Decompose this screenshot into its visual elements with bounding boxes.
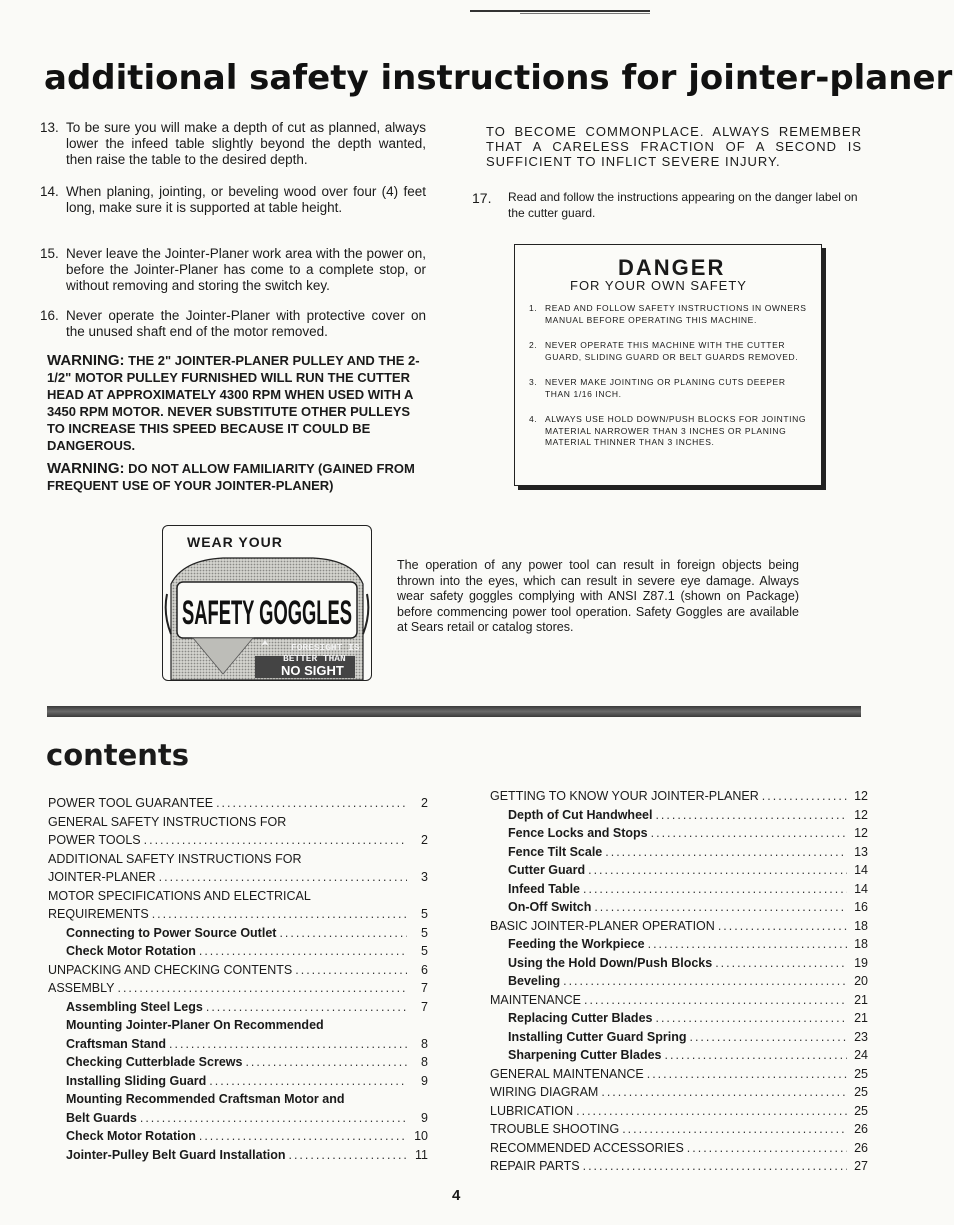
contents-entry-label: Replacing Cutter Blades	[508, 1011, 653, 1025]
contents-entry-page: 21	[854, 992, 868, 1007]
contents-entry-label: Craftsman Stand	[66, 1036, 167, 1051]
contents-entry	[490, 1065, 868, 1084]
danger-item	[529, 377, 813, 400]
goggles-banner-text: SAFETY GOGGLES	[182, 594, 352, 632]
contents-entry-label: POWER TOOLS	[48, 833, 141, 847]
danger-item-text: NEVER OPERATE THIS MACHINE WITH THE CUTTER GUARD, SLIDING GUARD OR BELT GUARDS REMOVED.	[545, 340, 799, 362]
item-text: Never operate the Jointer-Planer with protective cover on the unused shaft end of the motor removed.	[66, 308, 426, 339]
contents-entry-label: UNPACKING AND CHECKING CONTENTS	[48, 962, 293, 977]
slogan-line-1: FORESIGHT IS	[291, 642, 360, 653]
contents-entry-page: 25	[854, 1103, 868, 1118]
contents-entry	[48, 1109, 428, 1128]
contents-entry-label: REQUIREMENTS	[48, 907, 149, 921]
leader-dots	[665, 1046, 848, 1065]
leader-dots	[622, 1120, 847, 1139]
warning-label: WARNING:	[47, 352, 125, 369]
leader-dots	[209, 1072, 407, 1091]
instruction-16	[40, 308, 426, 340]
contents-entry-page: 25	[854, 1085, 868, 1099]
danger-list	[529, 303, 813, 463]
page-title	[44, 58, 952, 98]
leader-dots	[117, 979, 407, 998]
contents-entry-page: 19	[854, 955, 868, 970]
warning-text: THE 2" JOINTER-PLANER PULLEY AND THE 2-1/2" MOTOR PULLEY FURNISHED WILL RUN THE CUTTER HEAD AT APPROXIMATELY 4300 RPM WHEN USED WITH A 3450 RPM MOTOR. NEVER SUBSTITUTE OTHER PULLEYS TO INCREASE THIS SPEED BECAUSE IT COULD BE DANGEROUS.	[47, 353, 420, 453]
contents-entry-page: 7	[421, 999, 428, 1014]
danger-item-text: ALWAYS USE HOLD DOWN/PUSH BLOCKS FOR JOINTING MATERIAL NARROWER THAN 3 INCHES OR PLANING MATERIAL THINNER THAN 3 INCHES.	[545, 414, 807, 447]
contents-entry	[490, 1120, 868, 1139]
warning-label: WARNING:	[47, 460, 125, 477]
contents-entry	[48, 1127, 428, 1146]
leader-dots	[689, 1028, 847, 1047]
contents-entry	[490, 843, 868, 862]
contents-entry-label: MOTOR SPECIFICATIONS AND ELECTRICAL	[48, 888, 311, 903]
contents-entry	[490, 935, 868, 954]
danger-title: DANGER	[618, 255, 726, 280]
leader-dots	[144, 831, 407, 850]
item-text: Never leave the Jointer-Planer work area with the power on, before the Jointer-Planer has come to a complete stop, or without removing and storing the switch key.	[66, 246, 426, 293]
leader-dots	[563, 972, 847, 991]
contents-right-column	[490, 787, 868, 1176]
contents-entry	[490, 806, 868, 825]
slogan-line-3: NO SIGHT	[281, 663, 344, 678]
leader-dots	[169, 1035, 407, 1054]
contents-entry-label: Using the Hold Down/Push Blocks	[508, 955, 713, 970]
contents-entry-label: ADDITIONAL SAFETY INSTRUCTIONS FOR	[48, 851, 302, 866]
leader-dots	[288, 1146, 407, 1165]
leader-dots	[216, 794, 407, 813]
contents-entry	[48, 1146, 428, 1165]
contents-entry	[490, 880, 868, 899]
contents-entry-label: Infeed Table	[508, 881, 581, 896]
contents-entry	[48, 868, 428, 887]
contents-entry-page: 3	[421, 870, 428, 884]
contents-entry-label: Connecting to Power Source Outlet	[66, 925, 277, 940]
contents-entry-label: Cutter Guard	[508, 863, 586, 877]
item-number: 13.	[40, 120, 59, 135]
contents-entry	[490, 1139, 868, 1158]
contents-entry-page: 12	[854, 826, 868, 840]
safety-goggles-box	[162, 525, 372, 681]
contents-entry	[48, 961, 428, 980]
warning-pulley	[47, 352, 423, 454]
contents-entry	[48, 1090, 428, 1109]
contents-entry-label: Assembling Steel Legs	[66, 999, 203, 1014]
contents-entry-label: POWER TOOL GUARANTEE	[48, 796, 214, 810]
leader-dots	[594, 898, 847, 917]
contents-left-column	[48, 794, 428, 1164]
contents-entry-label: Mounting Recommended Craftsman Motor and	[66, 1092, 345, 1106]
contents-entry	[48, 1053, 428, 1072]
contents-title: contents	[46, 738, 190, 772]
contents-entry-label: Fence Locks and Stops	[508, 826, 648, 840]
contents-entry	[48, 942, 428, 961]
danger-item-number: 4.	[529, 414, 538, 424]
leader-dots	[206, 998, 407, 1017]
danger-item-text: NEVER MAKE JOINTING OR PLANING CUTS DEEPER THAN 1/16 INCH.	[545, 377, 786, 399]
contents-entry-page: 24	[854, 1048, 868, 1062]
page-number: 4	[452, 1187, 461, 1204]
contents-entry	[48, 979, 428, 998]
contents-entry	[48, 887, 428, 906]
item-number: 14.	[40, 184, 59, 199]
leader-dots	[715, 954, 847, 973]
contents-entry-page: 21	[854, 1011, 868, 1025]
leader-dots	[718, 917, 847, 936]
contents-entry-label: Mounting Jointer-Planer On Recommended	[66, 1018, 324, 1032]
contents-entry-label: Sharpening Cutter Blades	[508, 1048, 662, 1062]
section-divider	[47, 706, 861, 717]
contents-entry	[48, 1016, 428, 1035]
contents-entry-label: RECOMMENDED ACCESSORIES	[490, 1140, 684, 1155]
contents-entry-label: Checking Cutterblade Screws	[66, 1055, 243, 1069]
leader-dots	[279, 924, 407, 943]
contents-entry-page: 14	[854, 863, 868, 877]
contents-entry	[48, 1072, 428, 1091]
contents-entry-page: 7	[421, 981, 428, 995]
contents-entry	[490, 991, 868, 1010]
contents-entry-label: Fence Tilt Scale	[508, 844, 603, 859]
leader-dots	[583, 1157, 847, 1176]
instruction-14	[40, 184, 426, 216]
leader-dots	[648, 935, 847, 954]
leader-dots	[588, 861, 847, 880]
danger-item	[529, 303, 813, 326]
contents-entry-label: MAINTENANCE	[490, 992, 581, 1007]
danger-item-text: READ AND FOLLOW SAFETY INSTRUCTIONS IN OWNERS MANUAL BEFORE OPERATING THIS MACHINE.	[545, 303, 807, 325]
contents-entry-page: 10	[414, 1129, 428, 1143]
contents-entry-page: 25	[854, 1066, 868, 1081]
contents-entry	[48, 998, 428, 1017]
contents-entry-label: Depth of Cut Handwheel	[508, 807, 653, 822]
contents-entry-label: ASSEMBLY	[48, 981, 115, 995]
contents-entry-page: 2	[421, 833, 428, 847]
contents-entry-page: 14	[854, 881, 868, 896]
slogan-line-2: BETTER THAN	[283, 653, 346, 664]
contents-entry	[490, 972, 868, 991]
danger-item	[529, 414, 813, 449]
item-text: When planing, jointing, or beveling wood over four (4) feet long, make sure it is supported at table height.	[66, 184, 426, 215]
contents-entry	[490, 787, 868, 806]
contents-entry	[490, 917, 868, 936]
leader-dots	[152, 905, 407, 924]
contents-entry	[490, 954, 868, 973]
contents-entry	[490, 1028, 868, 1047]
contents-entry-page: 5	[421, 944, 428, 958]
item-number: 17.	[472, 190, 492, 206]
item-number: 15.	[40, 246, 59, 261]
leader-dots	[583, 880, 847, 899]
contents-entry-page: 2	[421, 796, 428, 810]
leader-dots	[584, 991, 847, 1010]
wear-your-label: WEAR YOUR	[187, 534, 283, 550]
contents-entry-label: BASIC JOINTER-PLANER OPERATION	[490, 918, 715, 933]
contents-entry-page: 6	[421, 962, 428, 977]
contents-entry	[48, 850, 428, 869]
leader-dots	[199, 1127, 407, 1146]
contents-entry	[490, 1157, 868, 1176]
leader-dots	[576, 1102, 847, 1121]
leader-dots	[651, 824, 847, 843]
danger-item	[529, 340, 813, 363]
contents-entry-page: 8	[421, 1036, 428, 1051]
warning-familiarity	[47, 460, 423, 494]
top-rule-thin	[520, 13, 650, 14]
contents-entry	[490, 1102, 868, 1121]
contents-entry-page: 26	[854, 1140, 868, 1155]
contents-entry	[48, 813, 428, 832]
item-text: To be sure you will make a depth of cut as planned, always lower the infeed table slightly beyond the depth wanted, then raise the table to the desired depth.	[66, 120, 426, 167]
contents-entry-page: 12	[854, 789, 868, 803]
contents-entry-label: Installing Cutter Guard Spring	[508, 1029, 687, 1044]
leader-dots	[655, 806, 847, 825]
leader-dots	[605, 843, 847, 862]
title-main: additional safety instructions	[44, 58, 610, 98]
contents-entry-page: 12	[854, 807, 868, 822]
instruction-17	[472, 190, 862, 221]
contents-entry-label: Jointer-Pulley Belt Guard Installation	[66, 1147, 286, 1162]
contents-entry-page: 13	[854, 844, 868, 859]
contents-entry-page: 5	[421, 925, 428, 940]
danger-label	[514, 244, 822, 486]
contents-entry	[48, 1035, 428, 1054]
contents-entry	[48, 831, 428, 850]
instruction-15	[40, 246, 426, 294]
contents-entry-label: Installing Sliding Guard	[66, 1073, 207, 1088]
instruction-13	[40, 120, 426, 168]
contents-entry-page: 16	[854, 900, 868, 914]
contents-entry-page: 9	[421, 1073, 428, 1088]
contents-entry-label: Check Motor Rotation	[66, 944, 196, 958]
contents-entry	[490, 1046, 868, 1065]
contents-entry-page: 23	[854, 1029, 868, 1044]
goggles-paragraph: The operation of any power tool can result in foreign objects being thrown into the eyes, which can result in severe eye damage. Always wear safety goggles complying with ANSI Z87.1 (shown on Package) before commencing power tool operation. Safety Goggles are available at Sears retail or catalog stores.	[397, 558, 799, 634]
contents-entry	[48, 794, 428, 813]
contents-entry-page: 9	[421, 1110, 428, 1125]
contents-entry	[490, 824, 868, 843]
contents-entry-page: 20	[854, 974, 868, 988]
leader-dots	[159, 868, 407, 887]
contents-entry-page: 27	[854, 1159, 868, 1173]
contents-entry	[48, 905, 428, 924]
contents-entry-page: 18	[854, 918, 868, 933]
warning-text: DO NOT ALLOW FAMILIARITY (GAINED FROM FREQUENT USE OF YOUR JOINTER-PLANER)	[47, 461, 415, 493]
contents-entry	[48, 924, 428, 943]
contents-entry-page: 8	[421, 1055, 428, 1069]
contents-entry-page: 26	[854, 1122, 868, 1136]
item-number: 16.	[40, 308, 59, 323]
danger-subtitle: FOR YOUR OWN SAFETY	[570, 278, 747, 293]
contents-entry	[490, 861, 868, 880]
contents-entry-label: On-Off Switch	[508, 900, 592, 914]
danger-item-number: 2.	[529, 340, 538, 350]
safety-goggles-illustration	[163, 554, 371, 680]
danger-item-number: 1.	[529, 303, 538, 313]
continuation-text: TO BECOME COMMONPLACE. ALWAYS REMEMBER THAT A CARELESS FRACTION OF A SECOND IS SUFFICIENT TO INFLICT SEVERE INJURY.	[486, 124, 862, 169]
top-rule	[470, 10, 650, 12]
leader-dots	[647, 1065, 847, 1084]
leader-dots	[687, 1139, 847, 1158]
item-text: Read and follow the instructions appearing on the danger label on the cutter guard.	[508, 190, 858, 220]
danger-item-number: 3.	[529, 377, 538, 387]
contents-entry-label: GETTING TO KNOW YOUR JOINTER-PLANER	[490, 789, 759, 803]
leader-dots	[295, 961, 407, 980]
contents-entry	[490, 898, 868, 917]
contents-entry-label: Beveling	[508, 974, 561, 988]
contents-entry-label: WIRING DIAGRAM	[490, 1085, 599, 1099]
leader-dots	[245, 1053, 407, 1072]
contents-entry-label: GENERAL MAINTENANCE	[490, 1066, 644, 1081]
contents-entry	[490, 1009, 868, 1028]
contents-entry-label: TROUBLE SHOOTING	[490, 1122, 620, 1136]
contents-entry-label: LUBRICATION	[490, 1103, 574, 1118]
contents-entry-label: GENERAL SAFETY INSTRUCTIONS FOR	[48, 814, 287, 829]
contents-entry-page: 18	[854, 937, 868, 951]
contents-entry-page: 11	[415, 1147, 428, 1162]
contents-entry	[490, 1083, 868, 1102]
leader-dots	[140, 1109, 407, 1128]
contents-entry-page: 5	[421, 907, 428, 921]
contents-entry-label: Check Motor Rotation	[66, 1129, 196, 1143]
title-sub: for jointer-planer	[621, 58, 953, 98]
leader-dots	[762, 787, 847, 806]
contents-entry-label: JOINTER-PLANER	[48, 870, 156, 884]
contents-entry-label: REPAIR PARTS	[490, 1159, 580, 1173]
contents-entry-label: Feeding the Workpiece	[508, 937, 645, 951]
leader-dots	[655, 1009, 847, 1028]
contents-entry-label: Belt Guards	[66, 1110, 137, 1125]
leader-dots	[601, 1083, 847, 1102]
leader-dots	[199, 942, 407, 961]
